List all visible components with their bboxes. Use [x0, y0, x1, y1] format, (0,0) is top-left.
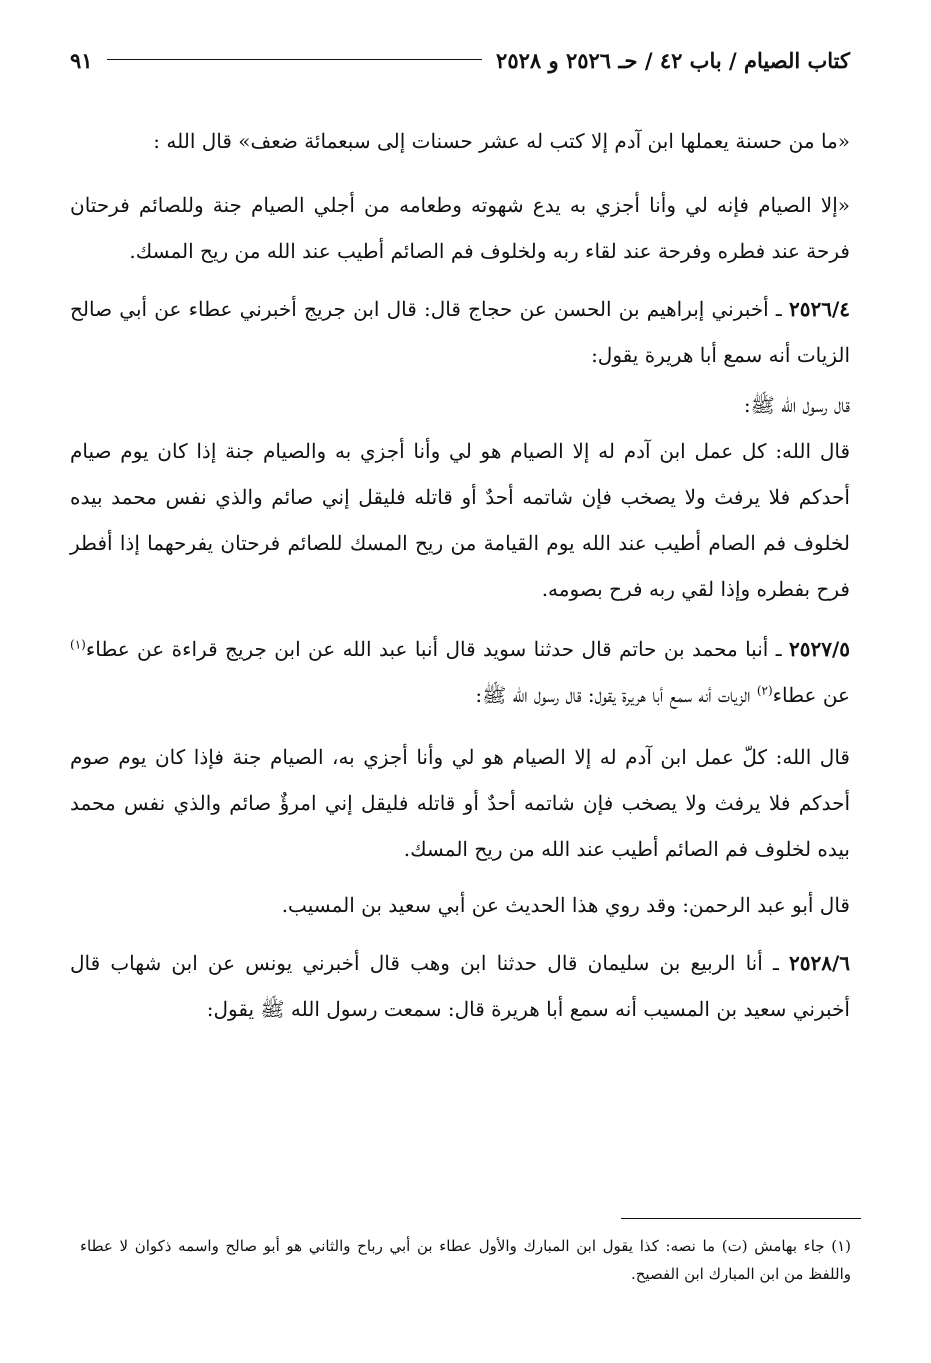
paragraph-matn-2527: قال الله: كلّ عمل ابن آدم له إلا الصيام هو لي وأنا أجزي به، الصيام جنة فإذا كان يوم صوم أحدكم فلا يرفث ولا يصخب فإن شاتمه أحدٌ أو قاتله فليقل إني امرؤٌ صائم والذي نفس محمد بيده لخلوف فم الصائم أطيب عند الله من ريح المسك. — [70, 745, 850, 861]
paragraph-hadith-2527 — [70, 626, 850, 718]
hadith-text: ـ أخبرني إبراهيم بن الحسن عن حجاج قال: قال ابن جريج أخبرني عطاء عن أبي صالح الزيات أنه سمع أبا هريرة يقول: — [70, 297, 850, 367]
running-header — [70, 48, 850, 88]
footnote-1: (١) جاء بهامش (ت) ما نصه: كذا يقول ابن المبارك والأول عطاء بن أبي رباح والثاني هو أبو صالح واسمه ذكوان لا عطاء واللفظ من ابن المبارك ابن الفصيح. — [80, 1237, 851, 1283]
paragraph-hadith-quote-start: «ما من حسنة يعملها ابن آدم إلا كتب له عشر حسنات إلى سبعمائة ضعف» قال الله : — [153, 129, 850, 153]
footnote-ref[interactable]: (٢) — [756, 683, 773, 698]
hadith-text: ـ أنبا محمد بن حاتم قال حدثنا سويد قال أنبا عبد الله عن ابن جريج قراءة عن عطاء — [85, 637, 782, 661]
book-page — [70, 48, 850, 1032]
hadith-text: عن عطاء — [772, 683, 850, 707]
hadith-number: ٢٥٢٦/٤ — [788, 297, 850, 321]
header-title: كتاب الصيام / باب ٤٢ / حـ ٢٥٢٦ و ٢٥٢٨ — [496, 48, 850, 73]
paragraph-hadith-quote-cont: «إلا الصيام فإنه لي وأنا أجزي به يدع شهوته وطعامه من أجلي الصيام جنة وللصائم فرحتان فرحة عند فطره وفرحة عند لقاء ربه ولخلوف فم الصائم أطيب عند الله من ريح المسك. — [70, 193, 850, 263]
paragraph-hadith-2526 — [70, 286, 850, 378]
footnote-ref[interactable]: (١) — [70, 637, 86, 652]
hadith-number: ٢٥٢٧/٥ — [788, 637, 850, 661]
paragraph-matn-2526: قال الله: كل عمل ابن آدم له إلا الصيام هو لي وأنا أجزي به والصيام جنة إذا كان يوم صيام أحدكم فلا يرفث ولا يصخب فإن شاتمه أحدٌ أو قاتله فليقل إني صائم والذي نفس محمد بيده لخلوف فم الصام أطيب عند الله يوم القيامة من ريح المسك للصائم فرحتان يفرحهما إذا أفطر فرح بفطره وإذا لقي ربه فرح بصومه. — [70, 439, 850, 601]
paragraph-hadith-2528 — [70, 940, 850, 1032]
hadith-text: الزيات أنه سمع أبا هريرة يقول: قال رسول الله ﷺ: — [475, 683, 757, 707]
page-number: ٩١ — [70, 48, 93, 73]
header-rule — [107, 59, 482, 60]
hadith-number: ٢٥٢٨/٦ — [789, 951, 851, 975]
footnote-separator — [621, 1218, 861, 1219]
footnotes — [80, 1232, 851, 1288]
paragraph-author-comment: قال أبو عبد الرحمن: وقد روي هذا الحديث عن أبي سعيد بن المسيب. — [281, 893, 850, 917]
paragraph-prophet-said: قال رسول الله ﷺ: — [743, 393, 850, 417]
hadith-text: ـ أنا الربيع بن سليمان قال حدثنا ابن وهب قال أخبرني يونس عن ابن شهاب قال أخبرني سعيد بن المسيب أنه سمع أبا هريرة قال: سمعت رسول الله ﷺ يقول: — [70, 951, 850, 1021]
